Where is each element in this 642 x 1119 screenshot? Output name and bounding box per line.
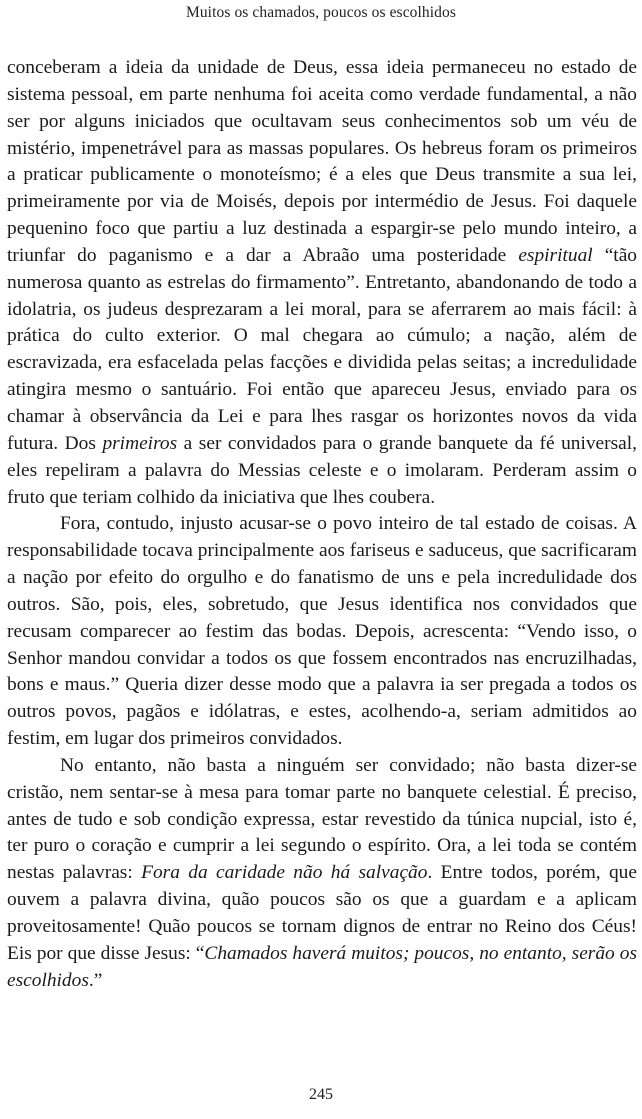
emphasis-caridade: Fora da caridade não há salvação bbox=[141, 862, 428, 884]
paragraph-3-text-b: . Entre todos, porém, que ouvem a palavra divina, quão poucos são os que a guardam e a aplicam proveitosamente! Quão poucos se tornam dignos de entrar no Reino dos Céus! Eis por que disse Jesus: “ bbox=[7, 862, 637, 964]
emphasis-primeiros: primeiros bbox=[102, 432, 178, 454]
paragraph-2: Fora, contudo, injusto acusar-se o povo inteiro de tal estado de coisas. A responsabilidade tocava principalmente aos fariseus e saduceus, que sacrificaram a nação por efeito do orgulho e do fanatismo de uns e pela incredulidade dos outros. São, pois, eles, sobretudo, que Jesus identifica nos convidados que recusam comparecer ao festim das bodas. Depois, acrescenta: “Vendo isso, o Senhor mandou convidar a todos os que fossem encontrados nas encruzilhadas, bons e maus.” Queria dizer desse modo que a palavra ia ser pregada a todos os outros povos, pagãos e idólatras, e estes, acolhendo-a, seriam admitidos ao festim, em lugar dos primeiros convidados. bbox=[7, 513, 637, 750]
paragraph-1-text-b: “tão numerosa quanto as estrelas do firmamento”. Entretanto, abandonando de todo a idolatria, os judeus desprezaram a lei moral, para se aferrarem ao mais fácil: à prática do culto exterior. O mal chegara ao cúmulo; a nação, além de escravizada, era esfacelada pelas facções e dividida pelas seitas; a incredulidade atingira mesmo o santuário. Foi então que apareceu Jesus, enviado para os chamar à observância da Lei e para lhes rasgar os horizontes novos da vida futura. Dos bbox=[7, 244, 637, 454]
paragraph-3-text-c: .” bbox=[88, 969, 103, 991]
paragraph-3-text-a: No entanto, não basta a ninguém ser convidado; não basta dizer-se cristão, nem sentar-se à mesa para tomar parte no banquete celestial. É preciso, antes de tudo e sob condição expressa, estar revestido da túnica nupcial, isto é, ter puro o coração e cumprir a lei segundo o espírito. Ora, a lei toda se contém nestas palavras: bbox=[7, 754, 637, 884]
running-title: Muitos os chamados, poucos os escolhidos bbox=[185, 4, 457, 21]
paragraph-1 bbox=[7, 55, 637, 511]
page-number: 245 bbox=[309, 1086, 333, 1103]
paragraph-1-text-c: a ser convidados para o grande banquete da fé universal, eles repeliram a palavra do Messias celeste e o imolaram. Perderam assim o fruto que teriam colhido da iniciativa que lhes coubera. bbox=[7, 432, 637, 508]
paragraph-1-text-a: conceberam a ideia da unidade de Deus, essa ideia permaneceu no estado de sistema pessoal, em parte nenhuma foi aceita como verdade fundamental, a não ser por alguns iniciados que ocultavam seus conhecimentos sob um véu de mistério, impenetrável para as massas populares. Os hebreus foram os primeiros a praticar publicamente o monoteísmo; é a eles que Deus transmite a sua lei, primeiramente por via de Moisés, depois por intermédio de Jesus. Foi daquele pequenino foco que partiu a luz destinada a espargir-se pelo mundo inteiro, a triunfar do paganismo e a dar a Abraão uma posteridade bbox=[7, 57, 637, 266]
paragraph-3 bbox=[7, 753, 637, 995]
body-text bbox=[7, 55, 637, 995]
emphasis-chamados-quote: Chamados haverá muitos; poucos, no entanto, serão os escolhidos bbox=[7, 942, 637, 991]
emphasis-espiritual: espiritual bbox=[518, 244, 593, 266]
